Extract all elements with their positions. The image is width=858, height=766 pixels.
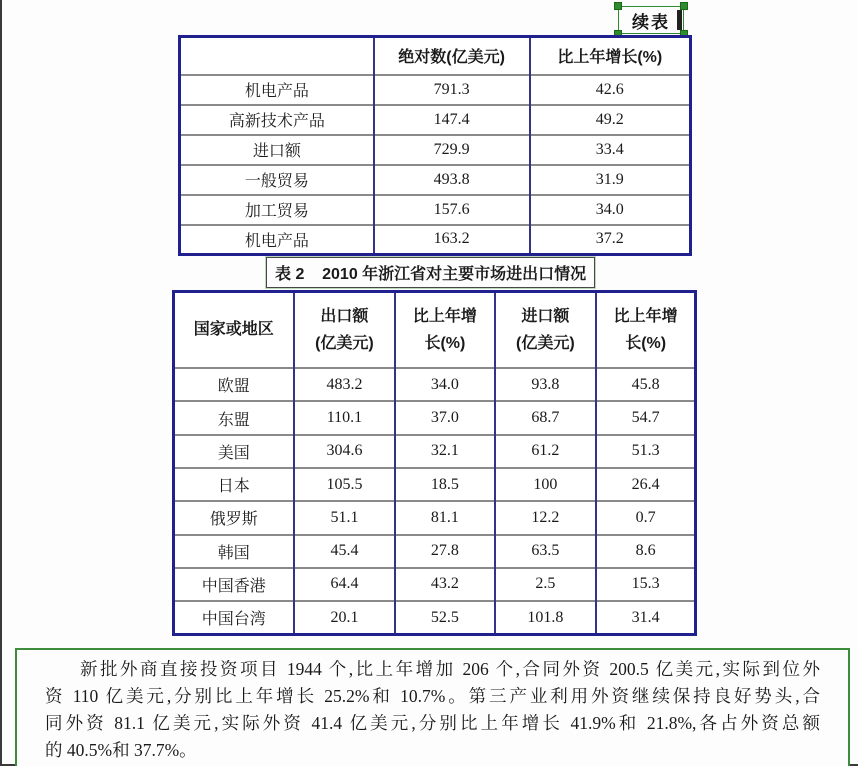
cell-value: 54.7 [596,401,695,434]
cell-value: 2.5 [495,568,597,601]
row-label: 东盟 [174,401,294,434]
row-label: 机电产品 [180,225,374,255]
cell-value: 163.2 [374,225,530,255]
cell-value: 93.8 [495,368,597,401]
cell-value: 34.0 [530,195,691,225]
cell-value: 0.7 [596,501,695,534]
cell-value: 45.4 [294,535,396,568]
row-label: 美国 [174,435,294,468]
table2-header-import: 进口额 (亿美元) [495,292,597,369]
cell-value: 15.3 [596,568,695,601]
table-row [174,435,696,468]
cell-value: 493.8 [374,165,530,195]
table1-header-growth: 比上年增长(%) [530,37,691,75]
cell-value: 20.1 [294,601,396,634]
table-row [180,75,691,105]
cell-value: 51.1 [294,501,396,534]
cell-value: 101.8 [495,601,597,634]
table2-caption: 表 2 2010 年浙江省对主要市场进出口情况 [266,257,595,288]
table-row [174,468,696,501]
table-row [174,601,696,634]
cell-value: 105.5 [294,468,396,501]
cell-value: 26.4 [596,468,695,501]
table-row [180,165,691,195]
continued-table-label: 续表 [632,12,670,32]
table-row [174,568,696,601]
table2-header-country: 国家或地区 [193,321,274,339]
cell-value: 51.3 [596,435,695,468]
selection-handle-top-right[interactable] [680,2,688,10]
cell-value: 27.8 [395,535,494,568]
row-label: 欧盟 [174,368,294,401]
table-row [180,225,691,255]
table1-header-row [180,37,691,75]
cell-value: 110.1 [294,401,396,434]
cell-value: 12.2 [495,501,597,534]
cell-value: 8.6 [596,535,695,568]
table-row [180,135,691,165]
cell-value: 45.8 [596,368,695,401]
table2-header-export: 出口额 (亿美元) [294,292,396,369]
table-row [174,401,696,434]
row-label: 进口额 [180,135,374,165]
row-label: 中国香港 [174,568,294,601]
row-label: 中国台湾 [174,601,294,634]
cell-value: 31.9 [530,165,691,195]
cell-value: 43.2 [395,568,494,601]
row-label: 高新技术产品 [180,105,374,135]
cell-value: 100 [495,468,597,501]
cell-value: 729.9 [374,135,530,165]
cell-value: 483.2 [294,368,396,401]
fdi-paragraph-box [15,648,850,766]
cell-value: 42.6 [530,75,691,105]
cell-value: 64.4 [294,568,396,601]
cell-value: 49.2 [530,105,691,135]
cell-value: 32.1 [395,435,494,468]
cell-value: 31.4 [596,601,695,634]
continued-table-selection-box[interactable] [618,6,684,34]
table-row [174,368,696,401]
row-label: 加工贸易 [180,195,374,225]
table1-header-absolute: 绝对数(亿美元) [374,37,530,75]
table2-header-import-growth: 比上年增 长(%) [596,292,695,369]
cell-value: 37.0 [395,401,494,434]
cell-value: 18.5 [395,468,494,501]
paragraph-line: 同外资 81.1 亿美元,实际外资 41.4 亿美元,分别比上年增长 41.9%和 21.8%,各占外资总额 [45,713,820,733]
table-row [180,105,691,135]
cell-value: 304.6 [294,435,396,468]
table2-header-row [174,292,696,369]
row-label: 日本 [174,468,294,501]
row-label: 俄罗斯 [174,501,294,534]
paragraph-line: 资 110 亿美元,分别比上年增长 25.2%和 10.7%。第三产业利用外资继续保持良好势头,合 [45,686,820,706]
table-row [174,535,696,568]
table-row [174,501,696,534]
table2-markets-import-export-table [172,290,697,636]
cell-value: 63.5 [495,535,597,568]
paragraph-line: 的 40.5%和 37.7%。 [45,740,197,760]
cell-value: 791.3 [374,75,530,105]
row-label: 机电产品 [180,75,374,105]
cell-value: 68.7 [495,401,597,434]
selection-handle-top-left[interactable] [614,2,622,10]
cell-value: 61.2 [495,435,597,468]
cell-value: 37.2 [530,225,691,255]
table-row [180,195,691,225]
row-label: 一般贸易 [180,165,374,195]
page-edge-line-left [0,0,2,766]
cell-value: 52.5 [395,601,494,634]
table2-header-export-growth: 比上年增 长(%) [395,292,494,369]
cell-value: 81.1 [395,501,494,534]
cell-value: 147.4 [374,105,530,135]
cell-value: 34.0 [395,368,494,401]
row-label: 韩国 [174,535,294,568]
paragraph-line: 新批外商直接投资项目 1944 个,比上年增加 206 个,合同外资 200.5 亿美元,实际到位外 [80,659,820,679]
cell-value: 33.4 [530,135,691,165]
table1-header-blank [180,37,374,75]
cell-value: 157.6 [374,195,530,225]
table1-continued-trade-table [178,35,692,253]
selection-handle-right[interactable] [677,10,682,30]
